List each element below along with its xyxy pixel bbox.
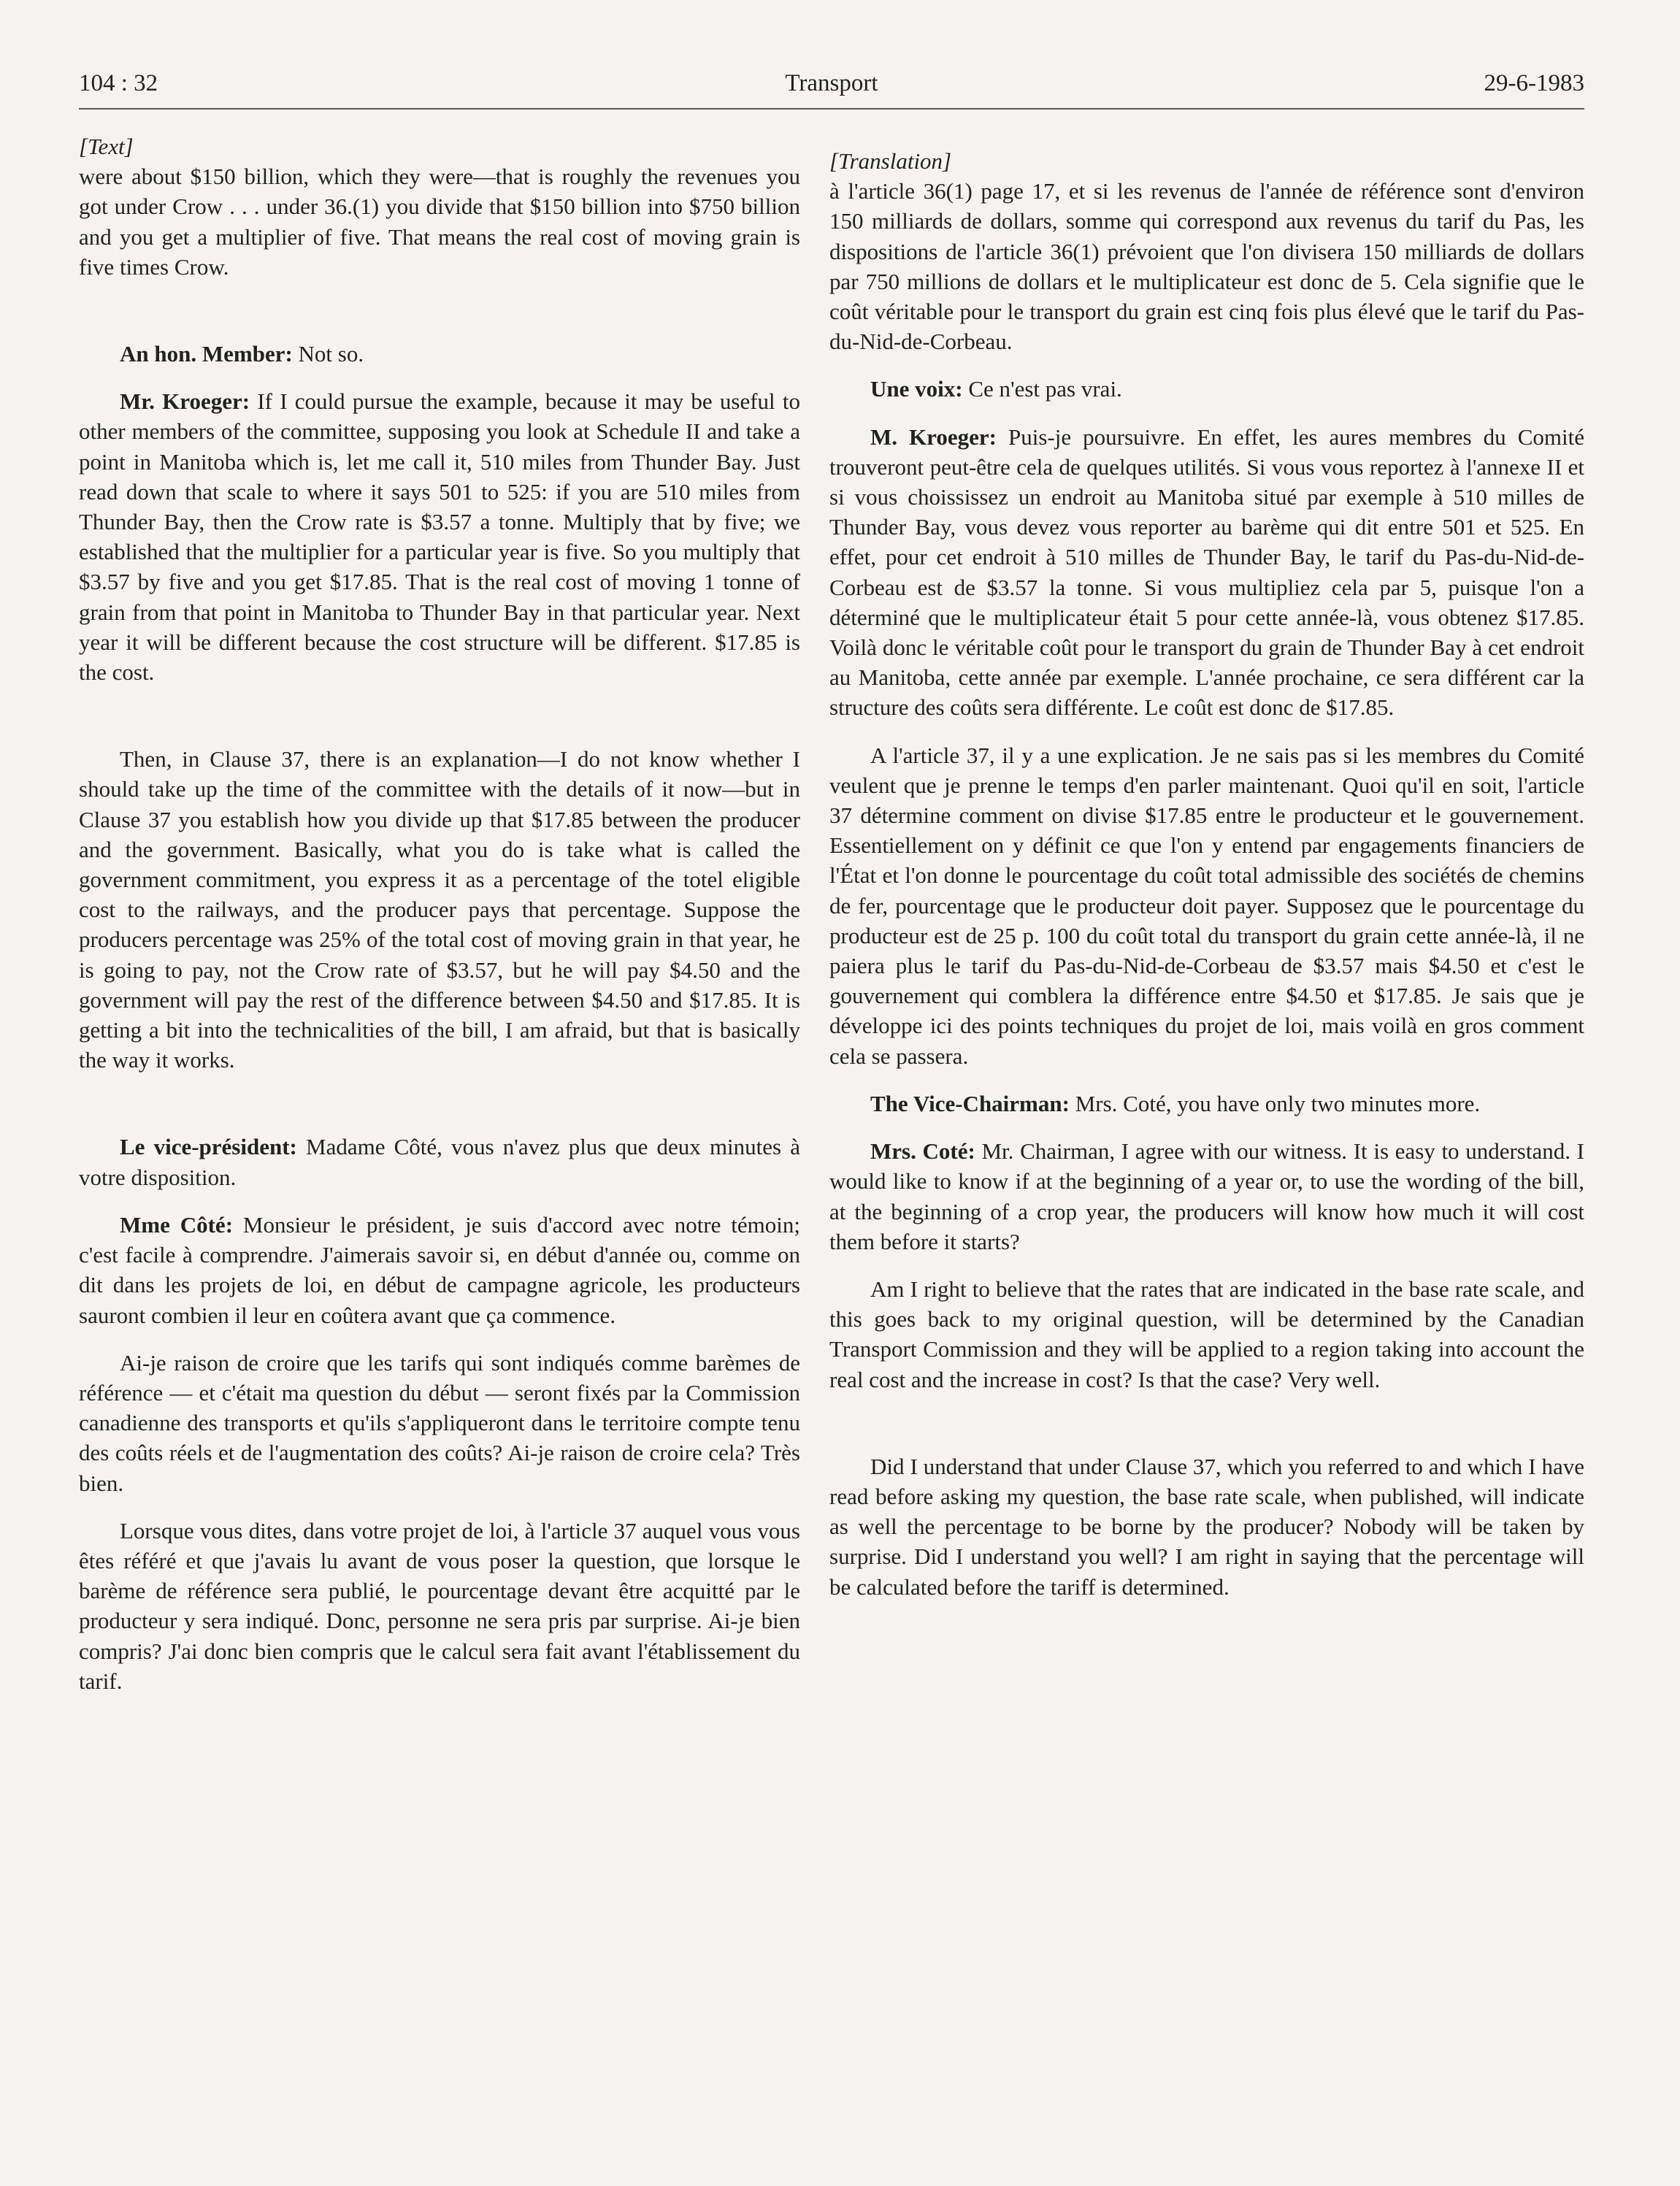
speaker-name: Le vice-président: bbox=[120, 1134, 297, 1160]
paragraph: A l'article 37, il y a une explication. Je ne sais pas si les membres du Comité veulent que je prenne le temps d'en parler maintenant. Quoi qu'il en soit, l'article 37 détermine comment on divise $17.85 entre le producteur et le gouvernement. Essentiellement on y définit ce que l'on y entend par engagements financiers de l'État et l'on donne le pourcentage du coût total admissible des sociétés de chemins de fer, pourcentage que le producteur doit payer. Supposez que le pourcentage du producteur est de 25 p. 100 du coût total du transport du grain cette année-là, il ne paiera plus le tarif du Pas-du-Nid-de-Corbeau de $3.57 mais $4.50 et c'est le gouvernement qui comblera la différence entre $4.50 et $17.85. Je sais que je développe ici des points techniques du projet de loi, mais voilà en gros comment cela se passera. bbox=[829, 742, 1584, 1069]
speaker-name: M. Kroeger: bbox=[870, 423, 997, 450]
speaker-name: Mme Côté: bbox=[120, 1211, 234, 1238]
speech-text: Ce n'est pas vrai. bbox=[962, 376, 1122, 402]
paragraph bbox=[829, 374, 1584, 404]
paragraph: Am I right to believe that the rates that are indicated in the base rate scale, and this goes back to my original question, will be determined by the Canadian Transport Commission and they will be applied to a region taking into account the real cost and the increase in cost? Is that the case? Very well. bbox=[829, 1276, 1584, 1392]
speaker-name: An hon. Member: bbox=[120, 341, 293, 367]
paragraph bbox=[79, 1210, 800, 1330]
right-column bbox=[829, 146, 1584, 1602]
speech-text: If I could pursue the example, because it may be useful to other members of the committee, supposing you look at Schedule II and take a point in Manitoba which is, let me call it, 510 miles from Thunder Bay. Just read down that scale to where it says 501 to 525: if you are 510 miles from Thunder Bay, then the Crow rate is $3.57 a tonne. Multiply that by five; we established that the multiplier for a particular year is five. So you multiply that $3.57 by five and you get $17.85. That is the real cost of moving 1 tonne of grain from that point in Manitoba to Thunder Bay in that particular year. Next year it will be different because the cost structure will be different. $17.85 is the cost. bbox=[79, 388, 800, 686]
running-title: Transport bbox=[785, 70, 878, 96]
speech-text: Not so. bbox=[292, 341, 364, 367]
paragraph bbox=[829, 422, 1584, 723]
paragraph: Then, in Clause 37, there is an explanation—I do not know whether I should take up the time of the committee with the details of it now—but in Clause 37 you establish how you divide up that $17.85 between the producer and the government. Basically, what you do is take what is called the government commitment, you express it as a percentage of the totel eligible cost to the railways, and the producer pays that percentage. Suppose the producers percentage was 25% of the total cost of moving grain in that year, he is going to pay, not the Crow rate of $3.57, but he will pay $4.50 and the government will pay the rest of the difference between $4.50 and $17.85. It is getting a bit into the technicalities of the bill, I am afraid, but that is basically the way it works. bbox=[79, 746, 800, 1073]
speech-text: Madame Côté, vous n'avez plus que deux minutes à votre disposition. bbox=[79, 1134, 801, 1190]
speaker-name: Mrs. Coté: bbox=[870, 1138, 975, 1165]
speech-text: Mrs. Coté, you have only two minutes more. bbox=[1069, 1090, 1481, 1116]
paragraph: were about $150 billion, which they were—that is roughly the revenues you got under Crow . . . under 36.(1) you divide that $150 billion into $750 billion and you get a multiplier of five. That means the real cost of moving grain is five times Crow. bbox=[79, 164, 800, 280]
paragraph bbox=[79, 386, 800, 687]
speech-text: Puis-je poursuivre. En effet, les aures membres du Comité trouveront peut-être cela de quelques utilités. Si vous vous reportez à l'annexe II et si vous choississez un endroit au Manitoba situé par exemple à 510 milles de Thunder Bay, vous devez vous reporter au barème qui dit entre 501 et 525. En effet, pour cet endroit à 510 milles de Thunder Bay, le tarif du Pas-du-Nid-de-Corbeau est de $3.57 la tonne. Si vous multipliez cela par 5, puisque l'on a déterminé que le multiplicateur était 5 pour cette année-là, vous obtenez $17.85. Voilà donc le véritable coût pour le transport du grain de Thunder Bay à cet endroit au Manitoba, cette année par exemple. L'année prochaine, ce sera différent car la structure des coûts sera différente. Le coût est donc de $17.85. bbox=[829, 423, 1584, 721]
page-number: 104 : 32 bbox=[79, 70, 158, 96]
language-tag: [Text] bbox=[79, 134, 134, 159]
paragraph: Did I understand that under Clause 37, which you referred to and which I have read before asking my question, the base rate scale, when published, will indicate as well the percentage to be borne by the producer? Nobody will be taken by surprise. Did I understand you well? I am right in saying that the percentage will be calculated before the tariff is determined. bbox=[829, 1453, 1584, 1600]
paragraph bbox=[79, 1132, 800, 1192]
language-tag: [Translation] bbox=[829, 148, 952, 174]
speaker-name: The Vice-Chairman: bbox=[870, 1090, 1070, 1116]
paragraph: Ai-je raison de croire que les tarifs qui sont indiqués comme barèmes de référence — et c'était ma question du début — seront fixés par la Commission canadienne des transports et qu'ils s'appliqueront dans le territoire compte tenu des coûts réels et de l'augmentation des coûts? Ai-je raison de croire cela? Très bien. bbox=[79, 1349, 800, 1496]
left-column bbox=[79, 131, 800, 1696]
paragraph bbox=[829, 1136, 1584, 1257]
speech-text: Mr. Chairman, I agree with our witness. It is easy to understand. I would like to know if at the beginning of a year or, to use the wording of the bill, at the beginning of a crop year, the producers will know how much it will cost them before it starts? bbox=[829, 1138, 1584, 1254]
speaker-name: Une voix: bbox=[870, 376, 963, 402]
page-header bbox=[79, 64, 1584, 110]
sitting-date: 29-6-1983 bbox=[1484, 70, 1584, 96]
paragraph bbox=[829, 1089, 1584, 1119]
paragraph bbox=[79, 339, 800, 369]
speech-text: Monsieur le président, je suis d'accord avec notre témoin; c'est facile à comprendre. J'aimerais savoir si, en début d'année ou, comme on dit dans les projets de loi, en début de campagne agricole, les producteurs sauront combien il leur en coûtera avant que ça commence. bbox=[79, 1211, 800, 1328]
paragraph: à l'article 36(1) page 17, et si les revenus de l'année de référence sont d'environ 150 milliards de dollars, somme qui correspond aux revenus du tarif du Pas, les dispositions de l'article 36(1) prévoient que l'on divisera 150 milliards de dollars par 750 millions de dollars et le multiplicateur est donc de 5. Cela signifie que le coût véritable pour le transport du grain est cinq fois plus élevé que le tarif du Pas-du-Nid-de-Corbeau. bbox=[829, 178, 1584, 355]
paragraph: Lorsque vous dites, dans votre projet de loi, à l'article 37 auquel vous vous êtes référé et que j'avais lu avant de vous poser la question, que lorsque le barème de référence sera publié, le pourcentage devant être acquitté par le producteur y sera indiqué. Donc, personne ne sera pris par surprise. Ai-je bien compris? J'ai donc bien compris que le calcul sera fait avant l'établissement du tarif. bbox=[79, 1517, 800, 1694]
speaker-name: Mr. Kroeger: bbox=[120, 388, 250, 415]
